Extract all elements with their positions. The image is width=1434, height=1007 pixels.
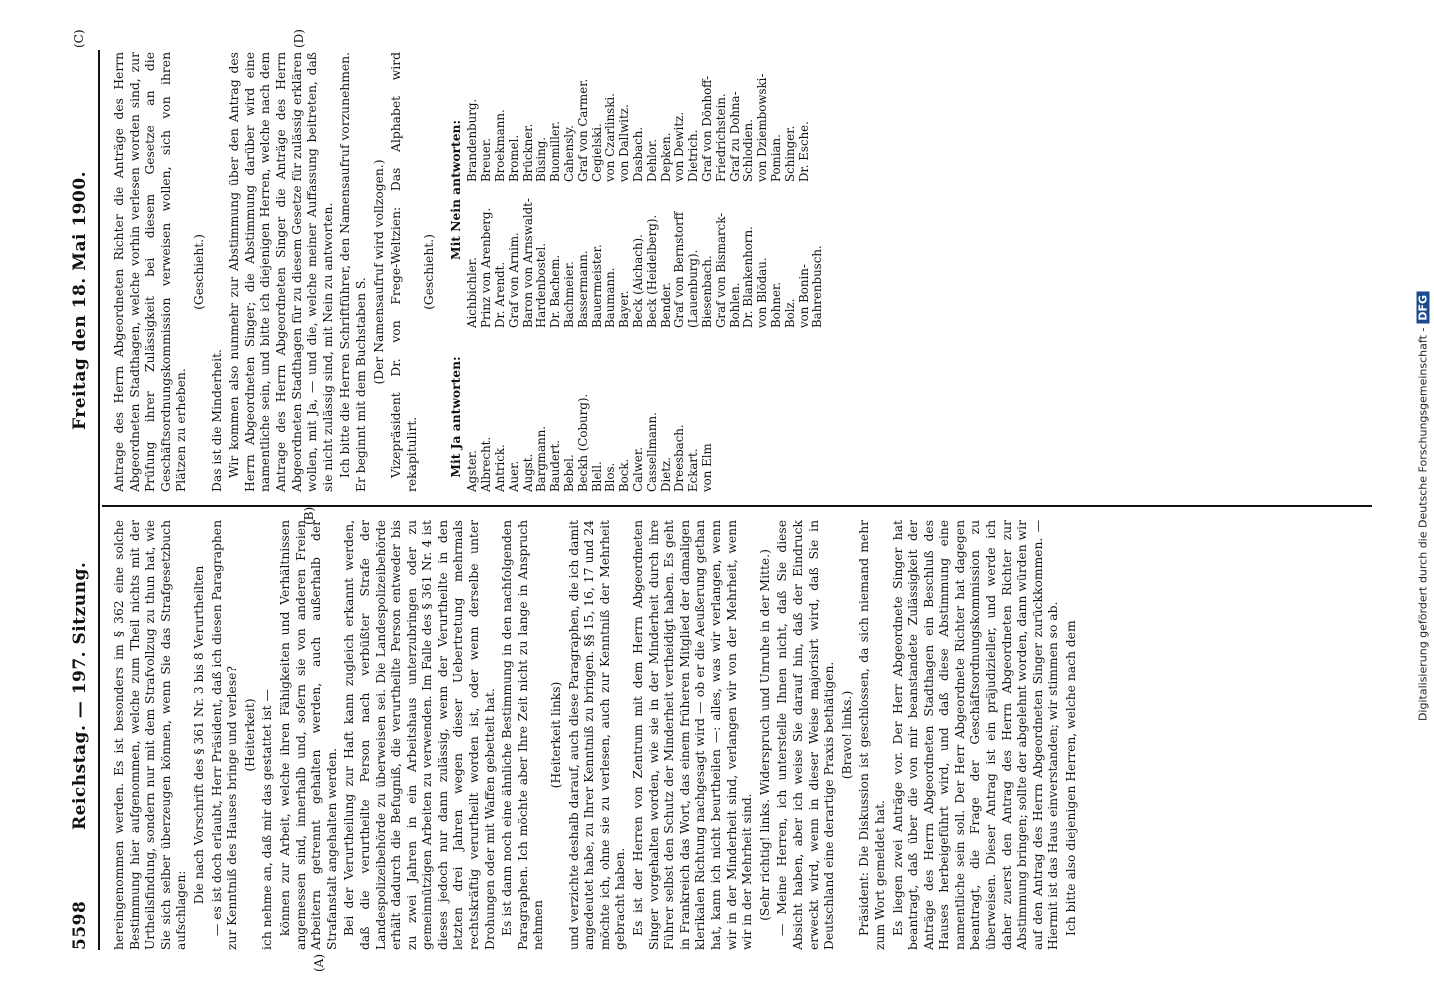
vote-no-heading: Mit Nein antworten: xyxy=(447,119,463,261)
voter-name: Beck (Aichach). xyxy=(631,234,646,328)
paragraph: hereingenommen werden. Es ist besonders im § 362 eine solche Bestimmung hier aufgenommen, welche zum Theil nichts mit der Urtheilsfindung, sondern nur mit dem Strafvollzug zu thun hat, wie Sie sich selber überzeugen können, wenn Sie das Strafgesetzbuch aufschlagen: xyxy=(112,520,189,950)
right-column xyxy=(112,52,1372,492)
header-title: Reichstag. — 197. Sitzung. xyxy=(70,561,90,830)
voter-name: Beck (Heidelberg). xyxy=(644,214,659,328)
paragraph: (Heiterkeit) xyxy=(242,698,257,772)
column-divider xyxy=(102,505,1372,507)
voter-name: Bassermann. xyxy=(575,250,590,328)
voter-name: Bachmeier. xyxy=(562,261,577,328)
vote-yes-list xyxy=(466,342,714,492)
paragraph: Bei der Verurtheilung zur Haft kann zugleich erkannt werden, daß die verurtheilte Person nach verbüßter Strafe der Landespolizeibehörde zu überweisen sei. Die Landespolizeibehörde erhält dadurch die Befugniß, die verurtheilte Person entweder bis zu zwei Jahren in ein Arbeitshaus unterzubringen oder zu gemeinnützigen Arbeiten zu verwenden. Im Falle des § 361 Nr. 4 ist dieses jedoch nur dann zulässig, wenn der Verurtheilte in den letzten drei Jahren wegen dieser Uebertretung mehrmals rechtskräftig verurtheilt worden ist, oder wenn derselbe unter Drohungen oder mit Waffen gebettelt hat. xyxy=(342,520,497,950)
paragraph: (Sehr richtig! links. Widerspruch und Unruhe in der Mitte.) xyxy=(757,549,772,921)
voter-name: Cahensly. xyxy=(562,125,577,182)
paragraph: Das ist die Minderheit. xyxy=(209,349,224,492)
voter-name: Breuer. xyxy=(479,138,494,182)
page-header xyxy=(64,50,100,950)
voter-name: Bebel. xyxy=(562,454,577,492)
voter-name: Dr. Esche. xyxy=(796,121,811,182)
paragraph: (Geschieht.) xyxy=(191,234,206,310)
vote-no xyxy=(442,52,825,328)
header-date: Freitag den 18. Mai 1900. xyxy=(70,170,90,430)
voter-name: Dreesbach. xyxy=(672,424,687,492)
voter-name: Agster. xyxy=(465,450,480,492)
vote-yes-heading: Mit Ja antworten: xyxy=(447,356,463,478)
voter-name: Bromel. xyxy=(506,134,521,182)
voter-name: Blell. xyxy=(589,461,604,492)
voter-name: Bayer. xyxy=(617,290,632,328)
voter-name: Bauermeister. xyxy=(589,244,604,328)
voter-name: Graf von Bismarck-Bohlen. xyxy=(713,212,742,328)
voter-name: Bohner. xyxy=(769,281,783,328)
voter-name: Albrecht. xyxy=(479,436,494,492)
voter-name: Cassellmann. xyxy=(644,412,659,492)
voter-name: von Elm xyxy=(700,443,715,492)
voter-name: Depken. xyxy=(658,132,673,182)
vote-yes xyxy=(442,342,825,492)
voter-name: Baumann. xyxy=(603,267,618,328)
voter-name: von Blödau. xyxy=(755,257,770,328)
voter-name: von Czarlinski. xyxy=(603,93,618,182)
paragraph: Wir kommen also nunmehr zur Abstimmung über den Antrag des Herrn Abgeordneten Singer; die Abstimmung darüber wird eine namentliche sein, und bitte ich diejenigen Herren, welche nach dem Antrage des Herrn Abgeordneten Singer die Anträge des Herrn Abgeordneten Stadthagen für zu diesem Gesetze für zulässig erklären wollen, mit Ja, — und die, welche meiner Auffassung beitreten, daß sie nicht zulässig sind, mit Nein zu antworten. xyxy=(227,52,335,492)
paragraph: Die nach Vorschrift des § 361 Nr. 3 bis 8 Verurtheilten xyxy=(191,565,206,905)
voter-name: Brandenburg. xyxy=(465,98,480,182)
voter-name: Buomiller. xyxy=(548,121,563,182)
margin-mark-c: (C) xyxy=(72,29,86,48)
voter-name: Blos. xyxy=(603,462,618,492)
voter-name: Dr. Bachem. xyxy=(548,254,563,328)
voter-name: von Dziembowski-Pomian. xyxy=(755,73,783,182)
voter-name: Graf von Arnim. xyxy=(506,232,521,328)
voter-name: Büsing. xyxy=(534,137,549,182)
paragraph: Ich bitte also diejenigen Herren, welche nach dem xyxy=(1064,620,1079,936)
voter-name: Bargmann. xyxy=(534,425,549,492)
margin-mark-a: (A) xyxy=(312,953,326,972)
paragraph: (Bravo! links.) xyxy=(839,690,854,780)
voter-name: Aichbichler. xyxy=(465,257,480,328)
paragraph: Ich bitte die Herren Schriftführer, den Namensaufruf vorzunehmen. Er beginnt mit dem Buchstaben S. xyxy=(338,52,368,492)
paragraph: Es ist der Herren von Zentrum mit dem Herrn Abgeordneten Singer vorgehalten worden, wie sie in der Minderheit durch ihre Führer selbst den Schutz der Minderheit vertheidigt haben. Es geht in Frankreich das Wort, das einem früheren Mitglied der damaligen klerikalen Richtung nachgesagt wird — ob er die Aeußerung gethan hat, kann ich nicht beurtheilen —: alles, was wir verlangen, wenn wir in der Minderheit sind, verlangen wir von der Mehrheit, wenn wir in der Mehrheit sind. xyxy=(631,520,755,950)
margin-mark-b: (B) xyxy=(302,506,316,525)
vote-no-list xyxy=(466,52,825,328)
paragraph: — es ist doch erlaubt, Herr Präsident, daß ich diesen Paragraphen zur Kenntniß des Hauses bringe und verlese? xyxy=(209,520,240,950)
voter-name: Bender. xyxy=(658,282,673,328)
voter-name: Bolz. xyxy=(782,298,797,328)
dfg-logo: DFG xyxy=(1417,292,1430,324)
voter-name: Augst. xyxy=(520,453,535,492)
voter-name: Dasbach. xyxy=(631,126,646,182)
voter-name: Cegielski. xyxy=(589,123,604,182)
voter-name: Graf von Carmer. xyxy=(575,78,590,182)
voter-name: Graf von Bernstorff (Lauenburg). xyxy=(672,211,701,328)
voter-name: Baudert. xyxy=(548,440,563,492)
paragraph: Es ist dann noch eine ähnliche Bestimmung in den nachfolgenden Paragraphen. Ich möchte aber Ihre Zeit nicht zu lange in Anspruch nehmen xyxy=(500,520,546,950)
credit-strip xyxy=(1412,0,1434,1000)
voter-name: Schinger. xyxy=(782,125,797,182)
voter-name: Prinz von Arenberg. xyxy=(479,207,494,328)
voter-name: Brückner. xyxy=(520,123,535,182)
voter-name: Dr. Blankenhorn. xyxy=(741,226,756,328)
voter-name: Dehlor. xyxy=(644,138,659,182)
paragraph: (Der Namensaufruf wird vollzogen.) xyxy=(371,159,386,385)
voter-name: Biesenbach. xyxy=(700,255,715,328)
paragraph: (Heiterkeit links) xyxy=(549,681,564,789)
paragraph: und verzichte deshalb darauf, auch diese Paragraphen, die ich damit angedeutet habe, zu Ihrer Kenntniß zu bringen. §§ 15, 16, 17 und 24 möchte ich, ohne sie zu verlesen, auch zur Kenntniß der Mehrheit gebracht haben. xyxy=(566,520,628,950)
voter-name: Baron von Arnswaldt-Hardenbostel. xyxy=(520,198,549,328)
voter-name: von Dewitz. xyxy=(672,111,687,182)
voter-name: von Bonin-Bahrenbusch. xyxy=(796,245,825,328)
page-number: 5598 xyxy=(70,900,90,950)
paragraph: Es liegen zwei Anträge vor. Der Herr Abgeordnete Singer hat beantragt, daß über die von mir beanstandete Zulässigkeit der Anträge des Herrn Abgeordneten Stadthagen ein Beschluß des Hauses herbeigeführt wird, und daß diese Abstimmung eine namentliche sein soll. Der Herr Abgeordnete Richter hat dagegen beantragt, die Frage der Geschäftsordnungskommission zu überweisen. Dieser Antrag ist ein präjudizieller, und werde ich daher zuerst den Antrag des Herrn Abgeordneten Richter zur Abstimmung bringen; sollte der abgelehnt worden, dann würden wir auf den Antrag des Herrn Abgeordneten Singer zurückkommen. — Hiermit ist das Haus einverstanden; wir stimmen so ab. xyxy=(890,520,1061,950)
voter-name: Graf zu Dohna-Schlodien. xyxy=(727,91,756,182)
voter-name: Bock. xyxy=(617,458,632,492)
vote-lists xyxy=(442,52,825,492)
voter-name: von Dallwitz. xyxy=(617,104,632,182)
paragraph: Präsident: Die Diskussion ist geschlossen, da sich niemand mehr zum Wort gemeldet hat. xyxy=(857,520,887,950)
document-page xyxy=(42,30,1392,970)
paragraph: (Geschieht.) xyxy=(422,234,437,310)
voter-name: Calwer. xyxy=(631,446,646,492)
left-column xyxy=(112,520,1372,950)
credit-text: Digitalisierung gefördert durch die Deutsche Forschungsgemeinschaft - xyxy=(1416,327,1430,722)
voter-name: Beckh (Coburg). xyxy=(575,393,590,492)
voter-name: Eckart. xyxy=(686,448,701,492)
margin-mark-d: (D) xyxy=(292,29,306,48)
paragraph: Vizepräsident Dr. von Frege-Weltzien: Das Alphabet wird rekapitulirt. xyxy=(389,52,419,492)
voter-name: Dr. Arendt. xyxy=(493,261,508,328)
paragraph: ich nehme an, daß mir das gestattet ist — xyxy=(260,689,275,950)
credit-line xyxy=(1417,7,1430,1007)
voter-name: Antrick. xyxy=(493,444,508,492)
voter-name: Dietrich. xyxy=(686,129,701,182)
paragraph: Antrage des Herrn Abgeordneten Richter die Anträge des Herrn Abgeordneten Stadthagen, welche vorhin verlesen worden sind, zur Prüfung ihrer Zulässigkeit bei diesem Gesetze an die Geschäftsordnungskommission verweisen wollen, sich von ihren Plätzen zu erheben. xyxy=(112,52,189,492)
voter-name: Graf von Dönhoff-Friedrichstein. xyxy=(700,75,728,182)
paragraph: — Meine Herren, ich unterstelle Ihnen nicht, daß Sie diese Absicht haben, aber ich weise Sie darauf hin, daß der Eindruck erweckt wird, wenn in dieser Weise majorisirt wird, daß Sie in Deutschland eine derartige Praxis bethätigen. xyxy=(775,520,837,950)
voter-name: Auer. xyxy=(506,460,521,492)
voter-name: Dietz. xyxy=(658,457,673,492)
paragraph: können zur Arbeit, welche ihren Fähigkeiten und Verhältnissen angemessen sind, innerhalb und, sofern sie von anderen Freien Arbeitern getrennt gehalten werden, auch außerhalb der Strafanstalt angehalten werden. xyxy=(277,520,339,950)
voter-name: Broekmann. xyxy=(493,109,508,182)
